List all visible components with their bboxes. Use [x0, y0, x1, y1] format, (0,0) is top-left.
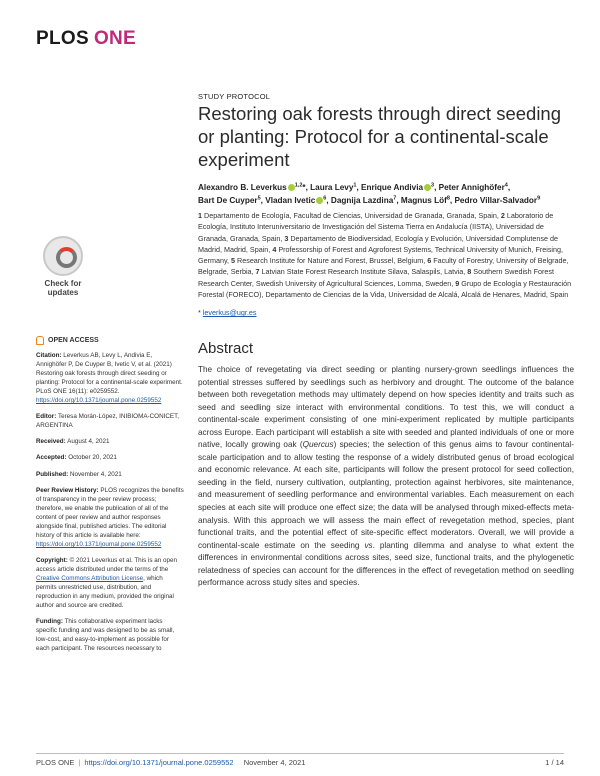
- footer-doi-link[interactable]: https://doi.org/10.1371/journal.pone.0259552: [84, 758, 234, 767]
- citation: [36, 351, 184, 405]
- author-name: Dagnija Lazdina: [330, 195, 394, 205]
- author[interactable]: [198, 183, 306, 192]
- sidebar: [36, 336, 184, 660]
- citation-label: Citation:: [36, 352, 62, 360]
- affiliation-number: 3: [284, 233, 289, 243]
- funding: [36, 617, 184, 653]
- author-affiliation-number: 7: [393, 194, 397, 201]
- orcid-icon[interactable]: [288, 184, 295, 191]
- affiliation-text: Laboratorio de Ecología, Instituto Interuniversitario de Investigación del Sistema Tierra en Andalucía (IISTA), Universidad de Granada, Granada, Spain,: [198, 211, 554, 243]
- affiliation-number: 4: [272, 244, 277, 254]
- affiliation-number: 2: [500, 211, 505, 220]
- author-name: Enrique Andivia: [361, 183, 424, 192]
- affiliation-text: Latvian State Forest Research Institute Silava, Salaspils, Latvia,: [261, 267, 466, 277]
- author[interactable]: [198, 196, 261, 205]
- published: [36, 470, 184, 479]
- affiliation-number: 7: [255, 267, 260, 277]
- peer-review-link[interactable]: https://doi.org/10.1371/journal.pone.0259552: [36, 540, 162, 548]
- author-list: Alexandro B. Leverkus $^{1,2}$*, Laura Levy$^1$, Enrique Andivia $^3$, Peter Annighöfer$^4$, Bart De Cuyper$^5$, Vladan Ivetic $^6$, Dagnija Lazdina$^7$, Magnus Löf$^8$, Pedro Villar-Salvador$^9$: [198, 182, 541, 205]
- corresponding-star: *: [302, 183, 306, 192]
- copyright-label: Copyright:: [36, 556, 68, 564]
- author-name: Vladan Ivetic: [265, 195, 316, 205]
- orcid-icon[interactable]: [424, 184, 431, 191]
- author-affiliation-number: 9: [537, 194, 541, 201]
- footer-divider: [36, 753, 564, 754]
- funding-label: Funding:: [36, 618, 63, 626]
- article-title: Restoring oak forests through direct seeding or planting: Protocol for a continental-scale experiment: [198, 103, 562, 170]
- open-access: [36, 336, 184, 345]
- check-updates-line2: updates: [47, 288, 79, 297]
- open-lock-icon: [36, 336, 44, 345]
- author-affiliation-number: 1,2: [294, 182, 303, 189]
- correspondence: [198, 308, 256, 317]
- affiliation-number: 9: [455, 278, 460, 288]
- copyright-text-rest: , which permits unrestricted use, distribution, and reproduction in any medium, provided the original author and source are credited.: [36, 574, 174, 610]
- affiliation-number: 1: [198, 211, 202, 220]
- author[interactable]: [401, 196, 450, 205]
- check-updates-line1: Check for: [44, 279, 82, 288]
- copyright: [36, 556, 184, 610]
- open-access-label: OPEN ACCESS: [48, 337, 99, 344]
- affiliation-number: 5: [231, 256, 236, 266]
- author-name: Magnus Löf: [400, 195, 447, 205]
- author[interactable]: [361, 183, 434, 192]
- affiliation-number: 8: [467, 267, 472, 277]
- author[interactable]: [265, 196, 326, 205]
- abstract-heading: Abstract: [198, 340, 254, 357]
- footer-journal: PLOS ONE: [36, 758, 75, 767]
- correspondence-email-link[interactable]: leverkus@ugr.es: [202, 308, 257, 317]
- affiliation-text: Grupo de Ecología y Restauración Forestal (FORECO), Departamento de Ciencias de la Vida, Universidad de Alcalá, Alcalá de Henares, Madrid, Spain: [198, 278, 572, 300]
- affiliation-text: Southern Swedish Forest Research Center, Swedish University of Agricultural Sciences, Lomma, Sweden,: [198, 267, 554, 288]
- journal-logo-plos: PLOS: [36, 28, 89, 49]
- received-date: August 4, 2021: [67, 438, 110, 446]
- editor-text: Teresa Morán-López, INIBIOMA-CONICET, ARGENTINA: [36, 413, 180, 430]
- peer-review-history: [36, 486, 184, 549]
- affiliation-text: Professorship of Forest and Agroforest Systems, Technical University of Munich, Freising, Germany,: [198, 244, 563, 266]
- funding-text: This collaborative experiment lacks specific funding and was designed to be as small, low-cost, and easy-to-implement as possible for each participant. The resources necessary to: [36, 618, 175, 653]
- accepted-date: October 20, 2021: [68, 454, 117, 462]
- copyright-text: © 2021 Leverkus et al. This is an open access article distributed under the terms of the: [36, 556, 178, 573]
- author-name: Alexandro B. Leverkus: [198, 183, 287, 192]
- affiliation-text: Departamento de Biodiversidad, Ecología y Evolución, Universidad Complutense de Madrid, Madrid, Spain,: [198, 233, 558, 254]
- author-name: Bart De Cuyper: [198, 195, 258, 205]
- author-name: Laura Levy: [310, 183, 354, 192]
- journal-logo-one: ONE: [93, 28, 137, 49]
- peer-review-text: PLOS recognizes the benefits of transparency in the peer review process; therefore, we enable the publication of all of the content of peer review and author responses alongside final, published articles. The editorial history of this article is available here:: [36, 486, 184, 539]
- received-label: Received:: [36, 438, 66, 446]
- affiliation-number: 6: [427, 256, 432, 266]
- author-name: Peter Annighöfer: [438, 183, 505, 192]
- license-link[interactable]: Creative Commons Attribution License: [36, 574, 144, 582]
- citation-doi-link[interactable]: https://doi.org/10.1371/journal.pone.0259552: [36, 397, 162, 405]
- page-number: 1 / 14: [545, 758, 564, 767]
- journal-logo: [36, 28, 136, 50]
- editor-label: Editor:: [36, 413, 57, 421]
- footer-separator: |: [78, 758, 81, 767]
- author-affiliation-number: 6: [323, 194, 327, 201]
- affiliation-text: Research Institute for Nature and Forest, Brussel, Belgium,: [237, 256, 426, 266]
- article-type: STUDY PROTOCOL: [198, 92, 271, 101]
- author-affiliation-number: 1: [353, 182, 357, 189]
- author[interactable]: [331, 196, 396, 205]
- footer-separator: [238, 758, 240, 767]
- check-updates-label: [38, 279, 88, 297]
- author-affiliation-number: 3: [431, 182, 435, 189]
- correspondence-star: *: [198, 308, 201, 317]
- author-affiliation-number: 8: [446, 194, 450, 201]
- author[interactable]: [310, 183, 356, 192]
- author[interactable]: [454, 196, 540, 205]
- citation-text: Leverkus AB, Levy L, Andivia E, Annighöfer P, De Cuyper B, Ivetic V, et al. (2021) Restoring oak forests through direct seeding or planting: Protocol for a continental-scale experiment. PLoS ONE 16(11): e0259552.: [36, 352, 183, 396]
- published-label: Published:: [36, 470, 69, 478]
- affiliations: [198, 210, 573, 300]
- page-footer: [36, 758, 564, 767]
- editor: [36, 412, 184, 430]
- received: [36, 437, 184, 446]
- abstract-body: The choice of revegetating via direct seeding or planting nursery-grown seedlings influences the potential stresses suffered by seedlings such as herbivory and drought. The outcome of the balance between both revegetation methods may ultimately depend on how species identity and traits such as seed and seedling size interact with environmental conditions. To test this, we will conduct a continental-scale experiment consisting of one mini-experiment replicated by multiple participants across Europe. Each participant will establish a site with seeded and planted individuals of one or more native, locally growing oak (Quercus) species; the selection of this genus aims to favour continental-scale participation and to allow testing the response of a widely distributed genus of broad ecological and economic relevance. At each site, participants will follow the present protocol for seed collection, seeding in the field, nursery cultivation, outplanting, protection against herbivores, site maintenance, and measurement of seedling performance and environmental variables. Each measurement on each species at each site will produce one effect size; the data will be analysed through mixed-effects meta-analysis. With this approach we will assess the main effect of revegetation method, species, plant functional traits, and the potential effect of site-specific effect moderators. Overall, we will provide a continental-scale estimate on the seeding vs. planting dilemma and analyse to what extent the differences in environmental conditions across sites, seed size, functional traits, and the phylogenetic relatedness of species can account for the differences in the effect of revegetation method on seedling performance across study sites and species.: [198, 365, 575, 588]
- check-updates-icon: [43, 236, 83, 276]
- check-for-updates-badge[interactable]: [38, 236, 88, 297]
- accepted: [36, 453, 184, 462]
- accepted-label: Accepted:: [36, 454, 67, 462]
- affiliation-text: Departamento de Ecología, Facultad de Ciencias, Universidad de Granada, Granada, Spain,: [204, 211, 499, 220]
- author-name: Pedro Villar-Salvador: [454, 195, 538, 205]
- affiliation-text: Faculty of Forestry, University of Belgrade, Belgrade, Serbia,: [198, 256, 569, 277]
- author[interactable]: [439, 183, 508, 192]
- footer-date: November 4, 2021: [243, 758, 306, 767]
- published-date: November 4, 2021: [69, 470, 122, 478]
- author-affiliation-number: 4: [504, 182, 508, 189]
- author-affiliation-number: 5: [257, 194, 261, 201]
- peer-review-label: Peer Review History:: [36, 486, 99, 494]
